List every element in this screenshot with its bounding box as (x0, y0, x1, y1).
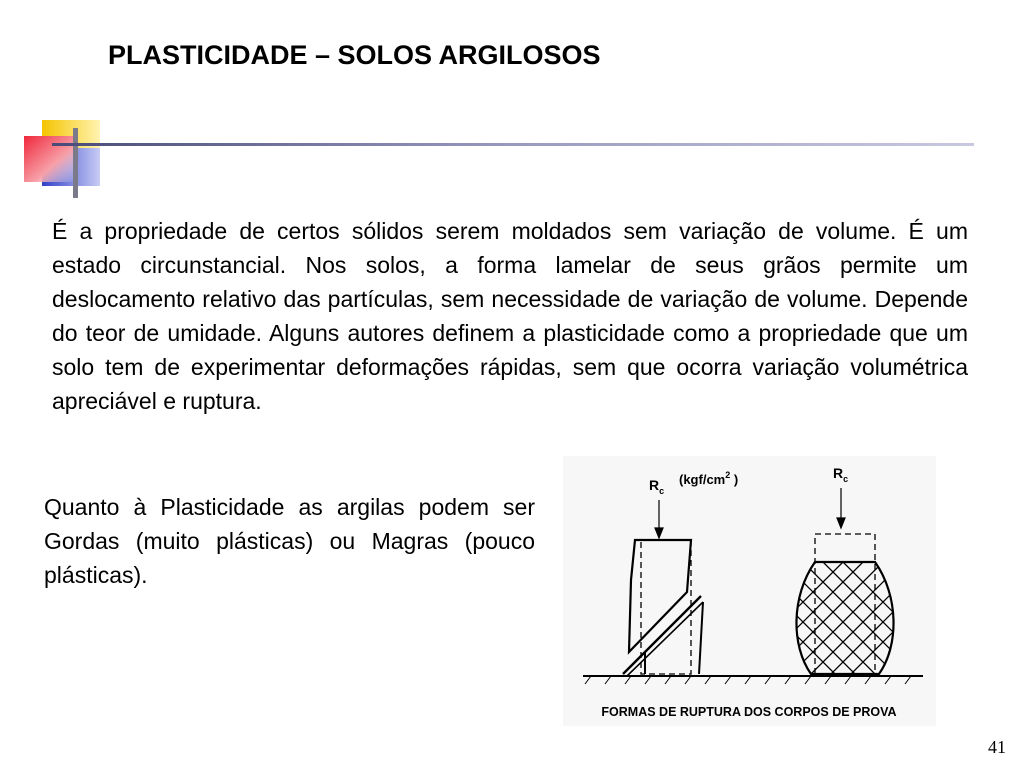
definition-paragraph: É a propriedade de certos sólidos serem moldados sem variação de volume. É um estado circunstancial. Nos solos, a forma lamelar de seus grãos permite um deslocamento relativo das partículas, sem necessidade de variação de volume. Depende do teor de umidade. Alguns autores definem a plasticidade como a propriedade que um solo tem de experimentar deformações rápidas, sem que ocorra variação volumétrica apreciável e ruptura. (52, 218, 968, 414)
figure-caption: FORMAS DE RUPTURA DOS CORPOS DE PROVA (601, 705, 897, 719)
deco-red-square (24, 136, 76, 182)
slide-decoration (0, 0, 1024, 200)
left-load-unit: ($kgf/cm^2$ ) (679, 470, 739, 487)
left-load-label: $R_c$ (649, 477, 665, 496)
slide-title: PLASTICIDADE – SOLOS ARGILOSOS (108, 40, 601, 70)
deco-horizontal-rule (52, 143, 974, 146)
rupture-forms-figure (563, 456, 936, 726)
clay-classification-paragraph: Quanto à Plasticidade as argilas podem ser Gordas (muito plásticas) ou Magras (pouco plásticas). (44, 494, 535, 588)
deco-vertical-bar (73, 128, 78, 198)
page-number: 41 (988, 737, 1006, 757)
right-load-label: $R_c$ (833, 465, 849, 484)
